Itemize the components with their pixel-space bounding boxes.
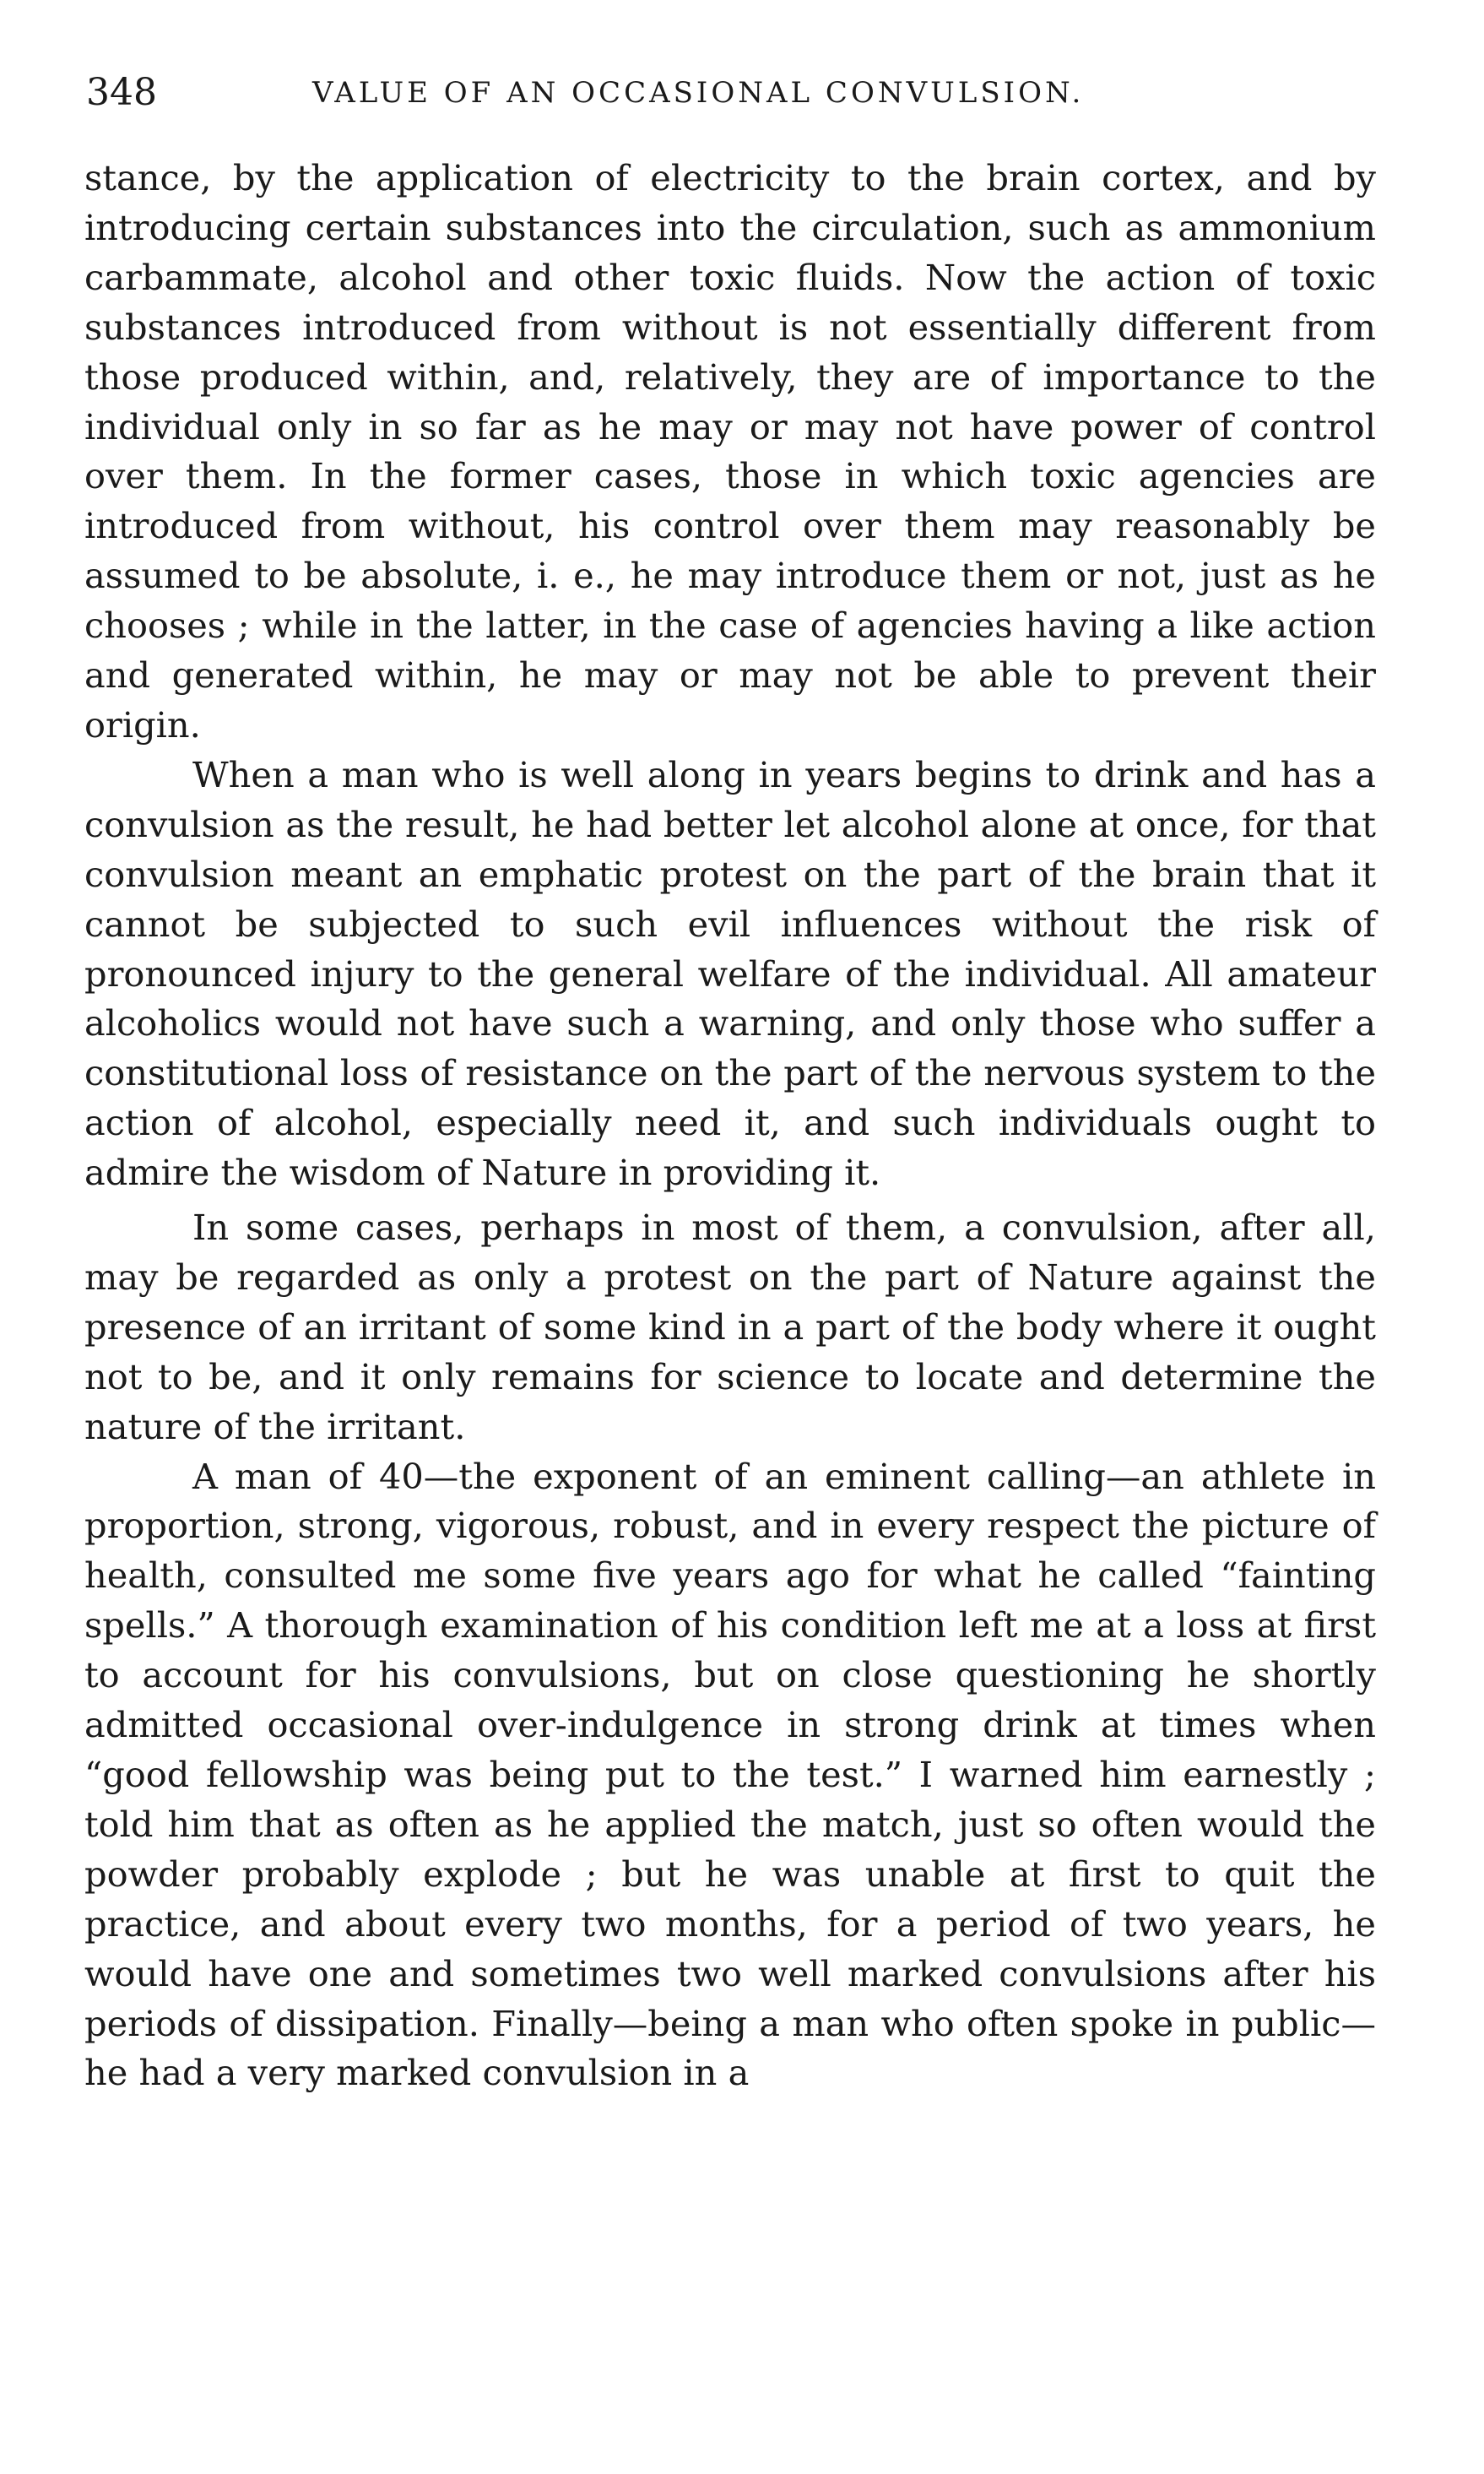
paragraph-2: When a man who is well along in years begins to drink and has a convulsion as the result, he had better let alcohol alone at once, for that convulsion meant an emphatic protest on the part of the brain that it cannot be subjected to such evil influences without the risk of pronounced injury to the general welfare of the individual. All amateur alcoholics would not have such a warning, and only those who suffer a constitutional loss of resistance on the part of the nervous system to the action of alcohol, especially need it, and such individuals ought to admire the wisdom of Nature in providing it. bbox=[84, 753, 1376, 1194]
page-number: 348 bbox=[86, 71, 157, 114]
page-header bbox=[84, 68, 1376, 118]
paragraph-4: A man of 40—the exponent of an eminent calling—an athlete in proportion, strong, vigorous, robust, and in every respect the picture of health, consulted me some five years ago for what he called “fainting spells.” A thorough examination of his condition left me at a loss at first to account for his convulsions, but on close questioning he shortly admitted occasional over-indulgence in strong drink at times when “good fellowship was being put to the test.” I warned him earnestly ; told him that as often as he applied the match, just so often would the powder probably explode ; but he was unable at first to quit the practice, and about every two months, for a period of two years, he would have one and sometimes two well marked convulsions after his periods of dissipation. Finally—being a man who often spoke in public—he had a very marked convulsion in a bbox=[84, 1455, 1376, 2094]
body-text bbox=[84, 154, 1376, 2098]
book-page bbox=[84, 68, 1376, 2098]
paragraph-3: In some cases, perhaps in most of them, a convulsion, after all, may be regarded as only a protest on the part of Nature against the presence of an irritant of some kind in a part of the body where it ought not to be, and it only remains for science to locate and determine the nature of the irritant. bbox=[84, 1207, 1376, 1447]
paragraph-1: stance, by the application of electricity to the brain cortex, and by introducing certain substances into the circulation, such as ammonium carbammate, alcohol and other toxic fluids. Now the action of toxic substances introduced from without is not essentially different from those produced within, and, relatively, they are of importance to the individual only in so far as he may or may not have power of control over them. In the former cases, those in which toxic agencies are introduced from without, his control over them may reasonably be assumed to be absolute, i. e., he may introduce them or not, just as he chooses ; while in the latter, in the case of agencies having a like action and generated within, he may or may not be able to prevent their origin. bbox=[84, 157, 1376, 746]
running-title: VALUE OF AN OCCASIONAL CONVULSION. bbox=[312, 76, 1085, 110]
